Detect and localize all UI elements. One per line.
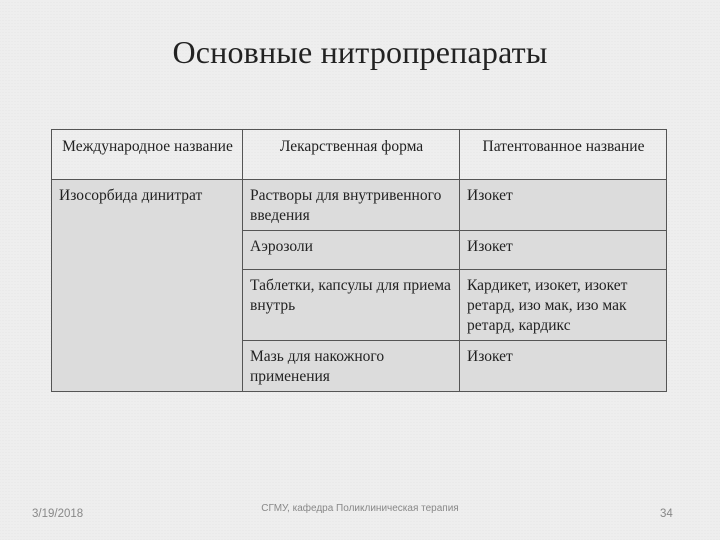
form-cell: Таблетки, капсулы для приема внутрь	[243, 270, 460, 341]
brand-cell: Изокет	[460, 231, 667, 270]
drug-name-cell: Изосорбида динитрат	[52, 180, 243, 392]
footer-page-number: 34	[660, 508, 673, 520]
brand-cell: Изокет	[460, 180, 667, 231]
header-international-name: Международное название	[52, 130, 243, 180]
drug-table	[51, 129, 667, 392]
header-dosage-form: Лекарственная форма	[243, 130, 460, 180]
table-header-row	[52, 130, 667, 180]
form-cell: Растворы для внутривенного введения	[243, 180, 460, 231]
slide-title: Основные нитропрепараты	[172, 34, 548, 70]
brand-cell: Изокет	[460, 341, 667, 392]
form-cell: Мазь для накожного применения	[243, 341, 460, 392]
footer-date: 3/19/2018	[32, 508, 84, 520]
footer-organization: СГМУ, кафедра Поликлиническая терапия	[261, 503, 459, 514]
brand-cell: Кардикет, изокет, изокет ретард, изо мак, изо мак ретард, кардикс	[460, 270, 667, 341]
form-cell: Аэрозоли	[243, 231, 460, 270]
header-brand-name: Патентованное название	[460, 130, 667, 180]
table-row	[52, 180, 667, 231]
